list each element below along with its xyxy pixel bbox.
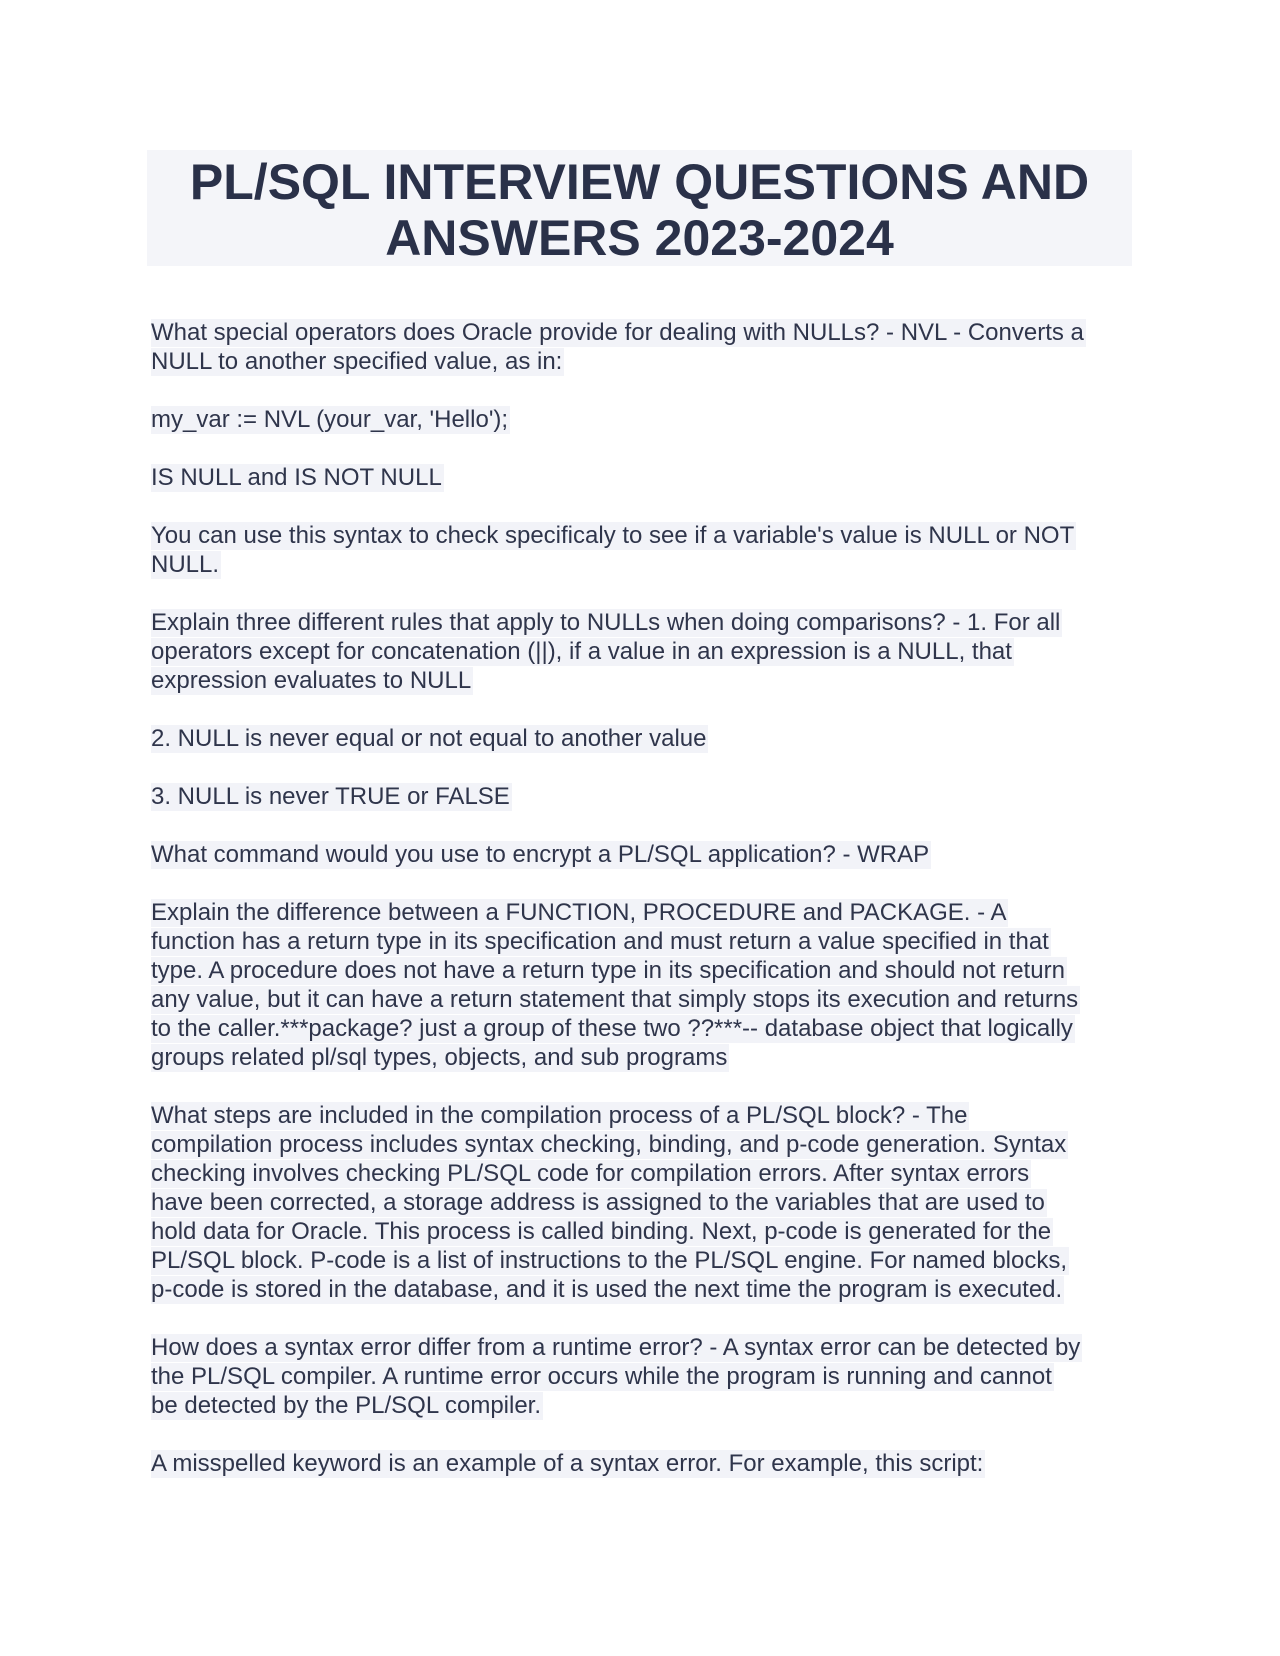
text-line	[151, 405, 1136, 434]
text-line-content: Explain three different rules that apply to NULLs when doing comparisons? - 1. For all	[151, 609, 1061, 636]
text-line-content: NULL.	[151, 551, 220, 578]
text-line	[151, 1014, 1136, 1043]
text-line-content: to the caller.***package? just a group of these two ??***-- database object that logically	[151, 1015, 1073, 1042]
text-line-content: type. A procedure does not have a return type in its specification and should not return	[151, 957, 1065, 984]
text-line-content: have been corrected, a storage address is assigned to the variables that are used to	[151, 1189, 1045, 1216]
text-line-content: any value, but it can have a return statement that simply stops its execution and returns	[151, 986, 1079, 1013]
text-line	[151, 956, 1136, 985]
text-line	[151, 1130, 1136, 1159]
text-line-content: What command would you use to encrypt a PL/SQL application? - WRAP	[151, 841, 930, 868]
text-line-content: checking involves checking PL/SQL code for compilation errors. After syntax errors	[151, 1160, 1030, 1187]
text-line-content: PL/SQL block. P-code is a list of instructions to the PL/SQL engine. For named blocks,	[151, 1247, 1068, 1274]
text-line	[151, 1043, 1136, 1072]
text-line-content: NULL to another specified value, as in:	[151, 348, 563, 375]
text-line	[151, 1246, 1136, 1275]
text-line-content: be detected by the PL/SQL compiler.	[151, 1392, 542, 1419]
text-line	[151, 782, 1136, 811]
paragraph	[151, 608, 1136, 695]
text-line-content: IS NULL and IS NOT NULL	[151, 464, 442, 491]
text-line	[151, 898, 1136, 927]
text-line	[151, 463, 1136, 492]
paragraph	[151, 1333, 1136, 1420]
text-line-content: hold data for Oracle. This process is called binding. Next, p-code is generated for the	[151, 1218, 1052, 1245]
text-line	[151, 927, 1136, 956]
text-line-content: p-code is stored in the database, and it is used the next time the program is executed.	[151, 1276, 1063, 1303]
text-line	[151, 1333, 1136, 1362]
paragraph	[151, 405, 1136, 434]
title-line-1: PL/SQL INTERVIEW QUESTIONS AND	[189, 154, 1090, 210]
text-line	[151, 637, 1136, 666]
text-line	[151, 840, 1136, 869]
text-line	[151, 1159, 1136, 1188]
paragraph	[151, 318, 1136, 376]
text-line-content: function has a return type in its specification and must return a value specified in that	[151, 928, 1049, 955]
text-line-content: How does a syntax error differ from a runtime error? - A syntax error can be detected by	[151, 1334, 1081, 1361]
text-line	[151, 1188, 1136, 1217]
paragraph	[151, 840, 1136, 869]
text-line-content: What special operators does Oracle provide for dealing with NULLs? - NVL - Converts a	[151, 319, 1084, 346]
paragraph	[151, 782, 1136, 811]
text-line	[151, 1362, 1136, 1391]
text-line-content: the PL/SQL compiler. A runtime error occurs while the program is running and cannot	[151, 1363, 1052, 1390]
text-line-content: Explain the difference between a FUNCTION, PROCEDURE and PACKAGE. - A	[151, 899, 1007, 926]
text-line	[151, 1391, 1136, 1420]
text-line	[151, 1275, 1136, 1304]
text-line	[151, 521, 1136, 550]
title-line-2: ANSWERS 2023-2024	[385, 210, 894, 266]
text-line-content: You can use this syntax to check specificaly to see if a variable's value is NULL or NOT	[151, 522, 1075, 549]
paragraph	[151, 724, 1136, 753]
text-line-content: 2. NULL is never equal or not equal to another value	[151, 725, 707, 752]
text-line-content: 3. NULL is never TRUE or FALSE	[151, 783, 510, 810]
text-line	[151, 347, 1136, 376]
text-line	[151, 985, 1136, 1014]
text-line-content: compilation process includes syntax checking, binding, and p-code generation. Syntax	[151, 1131, 1067, 1158]
text-line-content: groups related pl/sql types, objects, and sub programs	[151, 1044, 728, 1071]
text-line	[151, 608, 1136, 637]
paragraph	[151, 463, 1136, 492]
paragraph	[151, 1101, 1136, 1304]
text-line	[151, 550, 1136, 579]
text-line-content: What steps are included in the compilation process of a PL/SQL block? - The	[151, 1102, 968, 1129]
document-body	[151, 318, 1136, 1507]
text-line	[151, 1217, 1136, 1246]
paragraph	[151, 1449, 1136, 1478]
text-line	[151, 318, 1136, 347]
text-line-content: my_var := NVL (your_var, 'Hello');	[151, 406, 509, 433]
text-line-content: operators except for concatenation (||), if a value in an expression is a NULL, that	[151, 638, 1012, 665]
text-line	[151, 724, 1136, 753]
paragraph	[151, 898, 1136, 1072]
paragraph	[151, 521, 1136, 579]
text-line	[151, 1449, 1136, 1478]
text-line-content: A misspelled keyword is an example of a syntax error. For example, this script:	[151, 1450, 984, 1477]
text-line-content: expression evaluates to NULL	[151, 667, 472, 694]
document-title	[147, 150, 1132, 266]
text-line	[151, 666, 1136, 695]
text-line	[151, 1101, 1136, 1130]
